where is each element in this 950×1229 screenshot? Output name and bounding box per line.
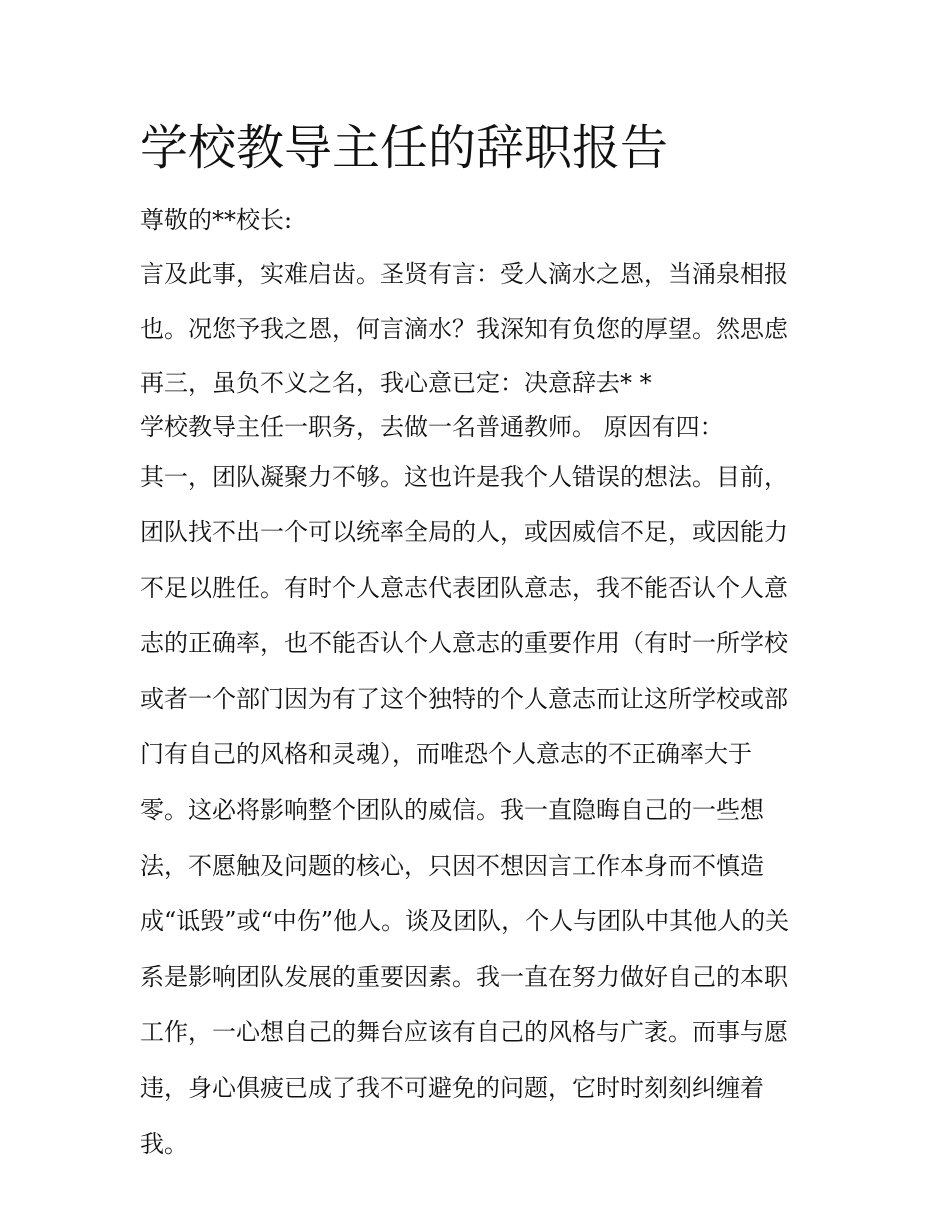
- document-title: 学校教导主任的辞职报告: [140, 120, 669, 176]
- body-line: 法，不愿触及问题的核心，只因不想因言工作本身而不慎造: [140, 852, 764, 880]
- body-line: 不足以胜任。有时个人意志代表团队意志，我不能否认个人意: [140, 574, 788, 602]
- salutation: 尊敬的**校长:: [140, 206, 293, 234]
- body-line: 零。这必将影响整个团队的威信。我一直隐晦自己的一些想: [140, 796, 764, 824]
- body-line: 工作，一心想自己的舞台应该有自己的风格与广袤。而事与愿: [140, 1018, 788, 1046]
- body-line: 或者一个部门因为有了这个独特的个人意志而让这所学校或部: [140, 685, 788, 713]
- body-line: 再三，虽负不义之名，我心意已定：决意辞去* *: [140, 369, 652, 397]
- body-line: 系是影响团队发展的重要因素。我一直在努力做好自己的本职: [140, 963, 788, 991]
- body-line: 志的正确率，也不能否认个人意志的重要作用（有时一所学校: [140, 629, 788, 657]
- body-line: 团队找不出一个可以统率全局的人，或因威信不足，或因能力: [140, 518, 788, 546]
- body-line: 言及此事，实难启齿。圣贤有言：受人滴水之恩，当涌泉相报: [140, 260, 788, 288]
- body-line: 我。: [140, 1130, 188, 1158]
- body-line: 学校教导主任一职务，去做一名普通教师。 原因有四：: [140, 413, 724, 441]
- body-line: 其一，团队凝聚力不够。这也许是我个人错误的想法。目前，: [140, 463, 788, 491]
- body-line: 违，身心俱疲已成了我不可避免的问题，它时时刻刻纠缠着: [140, 1074, 764, 1102]
- body-line: 成“诋毁”或“中伤”他人。谈及团队，个人与团队中其他人的关: [140, 907, 790, 935]
- body-line: 也。况您予我之恩，何言滴水？我深知有负您的厚望。然思虑: [140, 315, 788, 343]
- body-line: 门有自己的风格和灵魂），而唯恐个人意志的不正确率大于: [140, 740, 752, 768]
